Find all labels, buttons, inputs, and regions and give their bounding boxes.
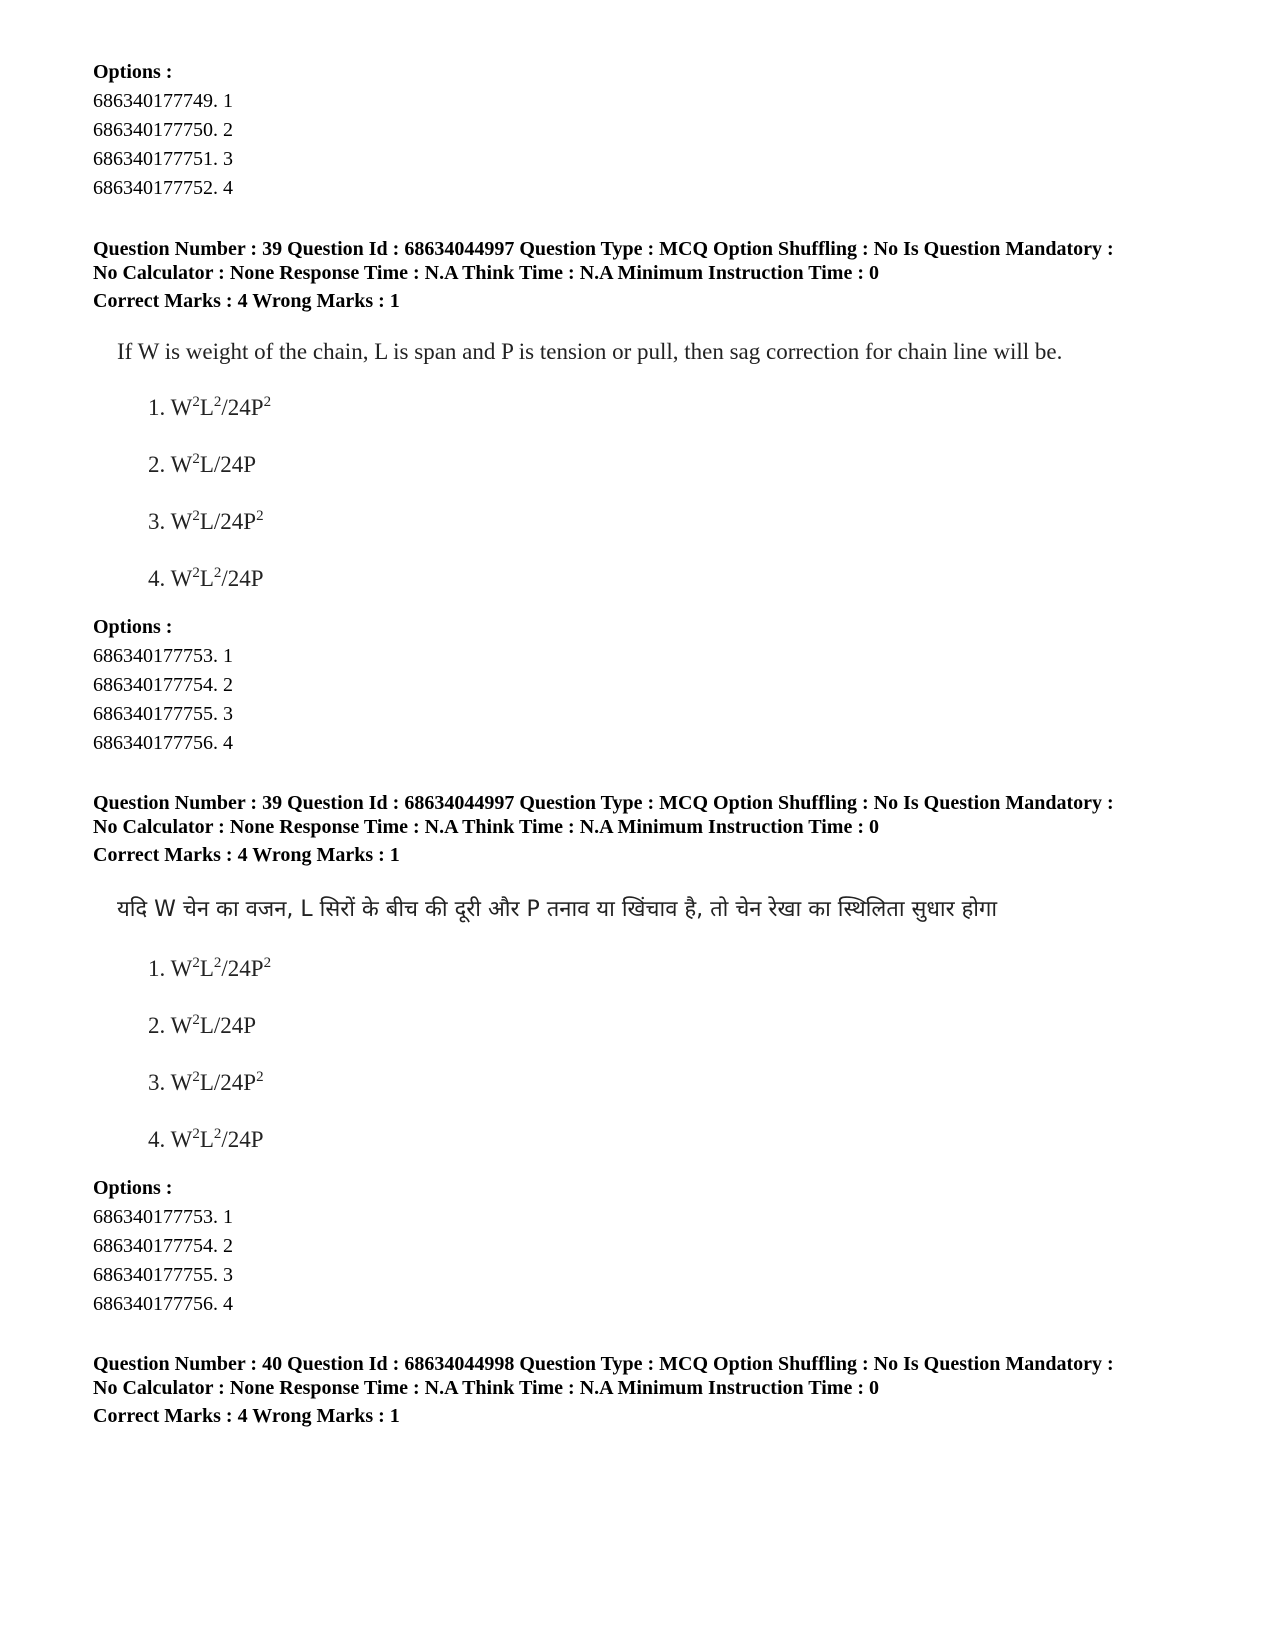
question-meta-line1: Question Number : 39 Question Id : 68634044997 Question Type : MCQ Option Shuffling : No Is Question Mandatory :: [93, 238, 1114, 260]
option-line: 686340177754. 2: [93, 674, 233, 696]
option-line: 686340177754. 2: [93, 1235, 233, 1257]
question-meta-line2: No Calculator : None Response Time : N.A Think Time : N.A Minimum Instruction Time : 0: [93, 1377, 879, 1399]
option-line: 686340177752. 4: [93, 177, 233, 199]
answer-choice-1: 1. $W^2L^2/24P^2$: [148, 955, 272, 981]
answer-choice-2: 2. $W^2L/24P$: [148, 1012, 257, 1038]
option-line: 686340177749. 1: [93, 90, 233, 112]
answer-choice-3: 3. $W^2L/24P^2$: [148, 508, 264, 534]
question-meta-line2: No Calculator : None Response Time : N.A Think Time : N.A Minimum Instruction Time : 0: [93, 816, 879, 838]
options-block-prev: [93, 58, 1223, 203]
options-label: Options :: [93, 1177, 173, 1199]
option-line: 686340177750. 2: [93, 119, 233, 141]
options-block-q39-hi: [93, 1174, 1223, 1319]
question-marks: Correct Marks : 4 Wrong Marks : 1: [93, 290, 400, 312]
option-line: 686340177756. 4: [93, 732, 233, 754]
option-line: 686340177755. 3: [93, 1264, 233, 1286]
question-meta-line1: Question Number : 40 Question Id : 68634044998 Question Type : MCQ Option Shuffling : No Is Question Mandatory :: [93, 1353, 1114, 1375]
options-block-q39-en: [93, 613, 1223, 758]
answer-choice-4: 4. $W^2L^2/24P$: [148, 1126, 264, 1152]
option-line: 686340177751. 3: [93, 148, 233, 170]
question-meta-line1: Question Number : 39 Question Id : 68634044997 Question Type : MCQ Option Shuffling : No Is Question Mandatory :: [93, 792, 1114, 814]
question-marks: Correct Marks : 4 Wrong Marks : 1: [93, 844, 400, 866]
option-line: 686340177753. 1: [93, 645, 233, 667]
answer-choice-1: 1. $W^2L^2/24P^2$: [148, 394, 272, 420]
question-meta-line2: No Calculator : None Response Time : N.A Think Time : N.A Minimum Instruction Time : 0: [93, 262, 879, 284]
question-text-en: If W is weight of the chain, L is span and P is tension or pull, then sag correction for chain line will be.: [117, 339, 1063, 364]
option-line: 686340177756. 4: [93, 1293, 233, 1315]
question-marks: Correct Marks : 4 Wrong Marks : 1: [93, 1405, 400, 1427]
option-line: 686340177755. 3: [93, 703, 233, 725]
question-meta-q39-hi: [93, 791, 1223, 867]
options-label: Options :: [93, 616, 173, 638]
answer-choice-2: 2. $W^2L/24P$: [148, 451, 257, 477]
question-text-hi: यदि W चेन का वजन, L सिरों के बीच की दूरी और P तनाव या खिंचाव है, तो चेन रेखा का स्थिलिता सुधार होगा: [117, 897, 998, 922]
option-line: 686340177753. 1: [93, 1206, 233, 1228]
options-label: Options :: [93, 61, 173, 83]
question-meta-q39-en: [93, 237, 1223, 313]
answer-choice-3: 3. $W^2L/24P^2$: [148, 1069, 264, 1095]
answer-choice-4: 4. $W^2L^2/24P$: [148, 565, 264, 591]
question-meta-q40: [93, 1352, 1223, 1428]
